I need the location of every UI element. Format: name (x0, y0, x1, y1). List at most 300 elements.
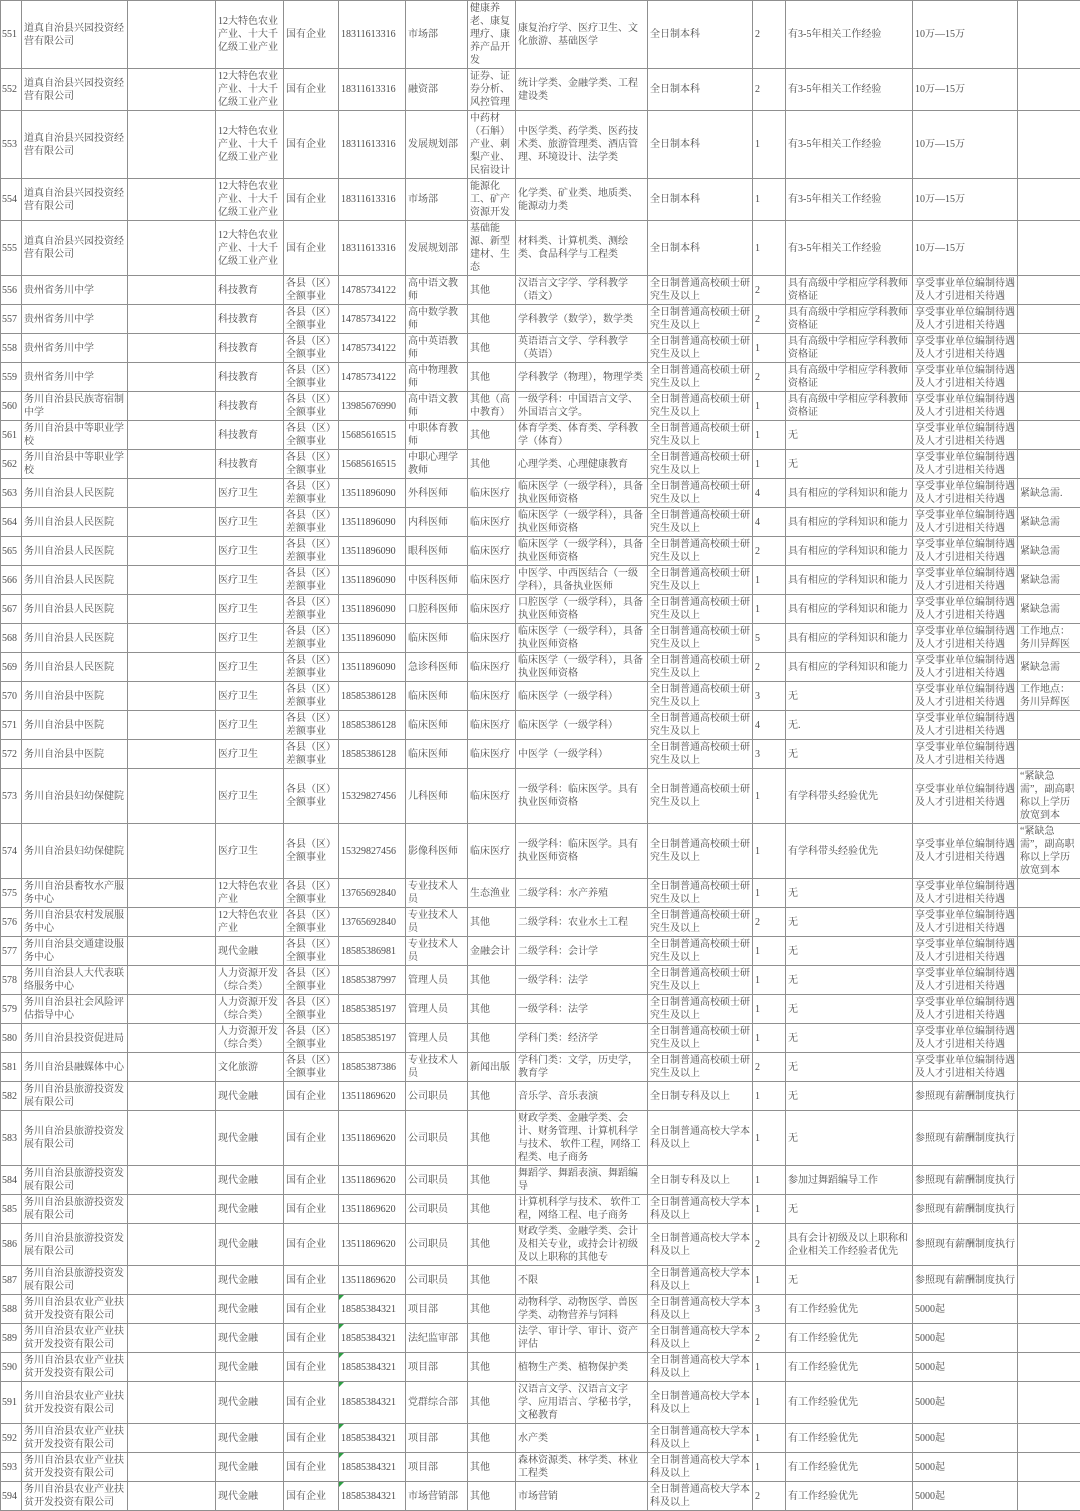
employer-name: 务川自治县民族寄宿制中学 (22, 392, 128, 421)
employer-type: 各县（区）差额事业 (284, 682, 339, 711)
industry-category: 现代金融 (216, 1166, 284, 1195)
employer-name: 务川自治县人民医院 (22, 479, 128, 508)
education-requirement: 全日制本科 (648, 1, 753, 69)
major-requirement: 财政学类、金融学类、会计及相关专业，或持会计初级及以上职称的其他专 (516, 1224, 648, 1266)
employer-name: 务川自治县妇幼保健院 (22, 824, 128, 879)
industry-category: 医疗卫生 (216, 566, 284, 595)
employer-name: 贵州省务川中学 (22, 363, 128, 392)
employer-type: 国有企业 (284, 1166, 339, 1195)
blank-cell (128, 479, 216, 508)
salary: 享受事业单位编制待遇及人才引进相关待遇 (913, 879, 1018, 908)
table-row (1, 624, 1080, 653)
industry-category: 科技教育 (216, 363, 284, 392)
employer-name: 务川自治县中等职业学校 (22, 421, 128, 450)
table-row (1, 740, 1080, 769)
position-name: 影像科医师 (406, 824, 468, 879)
headcount: 4 (753, 711, 786, 740)
education-requirement: 全日制专科及以上 (648, 1082, 753, 1111)
employer-type: 国有企业 (284, 1353, 339, 1382)
table-row (1, 276, 1080, 305)
row-number: 590 (1, 1353, 22, 1382)
position-category: 其他 (468, 1453, 516, 1482)
row-number: 566 (1, 566, 22, 595)
table-row (1, 824, 1080, 879)
position-category: 其他 (468, 334, 516, 363)
salary: 享受事业单位编制待遇及人才引进相关待遇 (913, 1053, 1018, 1082)
other-requirement: 无 (786, 966, 913, 995)
table-row (1, 69, 1080, 111)
blank-cell (128, 537, 216, 566)
education-requirement: 全日制普通高校硕士研究生及以上 (648, 824, 753, 879)
position-name: 市场营销部 (406, 1482, 468, 1511)
salary: 享受事业单位编制待遇及人才引进相关待遇 (913, 334, 1018, 363)
major-requirement: 学科教学（物理），物理学类 (516, 363, 648, 392)
major-requirement: 临床医学（一级学科），具备执业医师资格 (516, 653, 648, 682)
employer-name: 道真自治县兴园投资经营有限公司 (22, 1, 128, 69)
major-requirement: 学科门类：文学，历史学，教育学 (516, 1053, 648, 1082)
table-row (1, 111, 1080, 179)
education-requirement: 全日制普通高校硕士研究生及以上 (648, 450, 753, 479)
blank-cell (128, 334, 216, 363)
position-name: 临床医师 (406, 682, 468, 711)
industry-category: 现代金融 (216, 1082, 284, 1111)
major-requirement: 中医学（一级学科） (516, 740, 648, 769)
headcount: 1 (753, 566, 786, 595)
employer-name: 务川自治县人民医院 (22, 566, 128, 595)
blank-cell (128, 595, 216, 624)
remark (1018, 879, 1080, 908)
other-requirement: 无 (786, 740, 913, 769)
row-number: 555 (1, 221, 22, 276)
headcount: 1 (753, 1266, 786, 1295)
table-row (1, 221, 1080, 276)
position-name: 高中语文教师 (406, 276, 468, 305)
salary: 享受事业单位编制待遇及人才引进相关待遇 (913, 653, 1018, 682)
headcount: 2 (753, 305, 786, 334)
salary: 享受事业单位编制待遇及人才引进相关待遇 (913, 769, 1018, 824)
blank-cell (128, 769, 216, 824)
remark (1018, 276, 1080, 305)
contact-phone: 18585384321 (339, 1453, 406, 1482)
industry-category: 现代金融 (216, 1353, 284, 1382)
employer-type: 国有企业 (284, 1482, 339, 1511)
contact-phone: 15685616515 (339, 421, 406, 450)
blank-cell (128, 995, 216, 1024)
major-requirement: 舞蹈学、舞蹈表演、舞蹈编导 (516, 1166, 648, 1195)
position-category: 其他 (468, 1324, 516, 1353)
row-number: 568 (1, 624, 22, 653)
blank-cell (128, 363, 216, 392)
contact-phone: 18585384321 (339, 1424, 406, 1453)
education-requirement: 全日制普通高校硕士研究生及以上 (648, 1053, 753, 1082)
salary: 5000起 (913, 1353, 1018, 1382)
blank-cell (128, 69, 216, 111)
employer-name: 务川自治县农业产业扶贫开发投资有限公司 (22, 1424, 128, 1453)
employer-type: 国有企业 (284, 1195, 339, 1224)
salary: 享受事业单位编制待遇及人才引进相关待遇 (913, 711, 1018, 740)
salary: 参照现有薪酬制度执行 (913, 1224, 1018, 1266)
remark (1018, 421, 1080, 450)
position-name: 眼科医师 (406, 537, 468, 566)
salary: 享受事业单位编制待遇及人才引进相关待遇 (913, 363, 1018, 392)
education-requirement: 全日制本科 (648, 111, 753, 179)
salary: 5000起 (913, 1382, 1018, 1424)
table-row (1, 1082, 1080, 1111)
salary: 10万—15万 (913, 221, 1018, 276)
major-requirement: 汉语言文字学、学科教学（语文） (516, 276, 648, 305)
other-requirement: 无 (786, 421, 913, 450)
table-row (1, 363, 1080, 392)
headcount: 1 (753, 450, 786, 479)
position-name: 公司职员 (406, 1166, 468, 1195)
employer-type: 各县（区）差额事业 (284, 740, 339, 769)
row-number: 574 (1, 824, 22, 879)
other-requirement: 无 (786, 450, 913, 479)
major-requirement: 心理学类、心理健康教育 (516, 450, 648, 479)
remark (1018, 1266, 1080, 1295)
position-name: 外科医师 (406, 479, 468, 508)
other-requirement: 具有会计初级及以上职称和企业相关工作经验者优先 (786, 1224, 913, 1266)
headcount: 4 (753, 479, 786, 508)
position-category: 其他 (468, 1382, 516, 1424)
blank-cell (128, 824, 216, 879)
headcount: 1 (753, 824, 786, 879)
headcount: 2 (753, 653, 786, 682)
salary: 参照现有薪酬制度执行 (913, 1266, 1018, 1295)
remark (1018, 1195, 1080, 1224)
employer-name: 道真自治县兴园投资经营有限公司 (22, 221, 128, 276)
table-row (1, 1024, 1080, 1053)
major-requirement: 康复治疗学、医疗卫生、文化旅游、基础医学 (516, 1, 648, 69)
industry-category: 医疗卫生 (216, 595, 284, 624)
contact-phone: 14785734122 (339, 305, 406, 334)
other-requirement: 无 (786, 682, 913, 711)
position-name: 临床医师 (406, 624, 468, 653)
employer-type: 国有企业 (284, 1266, 339, 1295)
major-requirement: 一级学科：法学 (516, 966, 648, 995)
position-name: 高中语文教师 (406, 392, 468, 421)
other-requirement: 具有相应的学科知识和能力 (786, 537, 913, 566)
headcount: 2 (753, 276, 786, 305)
education-requirement: 全日制普通高校硕士研究生及以上 (648, 624, 753, 653)
headcount: 3 (753, 740, 786, 769)
contact-phone: 18585385197 (339, 1024, 406, 1053)
industry-category: 现代金融 (216, 1453, 284, 1482)
headcount: 2 (753, 908, 786, 937)
contact-phone: 18311613316 (339, 179, 406, 221)
other-requirement: 无 (786, 937, 913, 966)
contact-phone: 18585386128 (339, 682, 406, 711)
table-row (1, 1053, 1080, 1082)
table-row (1, 392, 1080, 421)
industry-category: 12大特色农业产业、十大千亿级工业产业 (216, 111, 284, 179)
blank-cell (128, 1111, 216, 1166)
position-name: 专业技术人员 (406, 1053, 468, 1082)
salary: 享受事业单位编制待遇及人才引进相关待遇 (913, 966, 1018, 995)
salary: 参照现有薪酬制度执行 (913, 1082, 1018, 1111)
table-row (1, 682, 1080, 711)
industry-category: 医疗卫生 (216, 537, 284, 566)
industry-category: 人力资源开发（综合类） (216, 966, 284, 995)
salary: 参照现有薪酬制度执行 (913, 1166, 1018, 1195)
headcount: 2 (753, 537, 786, 566)
row-number: 556 (1, 276, 22, 305)
table-row (1, 1424, 1080, 1453)
industry-category: 人力资源开发（综合类） (216, 1024, 284, 1053)
contact-phone: 15685616515 (339, 450, 406, 479)
position-category: 生态渔业 (468, 879, 516, 908)
remark (1018, 111, 1080, 179)
blank-cell (128, 421, 216, 450)
position-category: 其他 (468, 1082, 516, 1111)
table-row (1, 879, 1080, 908)
employer-type: 各县（区）全额事业 (284, 879, 339, 908)
remark (1018, 1166, 1080, 1195)
headcount: 2 (753, 1224, 786, 1266)
remark (1018, 1, 1080, 69)
headcount: 1 (753, 334, 786, 363)
education-requirement: 全日制普通高校大学本科及以上 (648, 1111, 753, 1166)
remark (1018, 711, 1080, 740)
position-category: 临床医疗 (468, 740, 516, 769)
headcount: 1 (753, 937, 786, 966)
education-requirement: 全日制普通高校硕士研究生及以上 (648, 334, 753, 363)
headcount: 2 (753, 69, 786, 111)
position-name: 高中物理教师 (406, 363, 468, 392)
other-requirement: 有工作经验优先 (786, 1453, 913, 1482)
position-category: 临床医疗 (468, 595, 516, 624)
position-category: 其他 (468, 421, 516, 450)
position-name: 项目部 (406, 1353, 468, 1382)
position-name: 市场部 (406, 1, 468, 69)
other-requirement: 具有相应的学科知识和能力 (786, 595, 913, 624)
employer-type: 各县（区）全额事业 (284, 363, 339, 392)
industry-category: 人力资源开发（综合类） (216, 995, 284, 1024)
row-number: 551 (1, 1, 22, 69)
industry-category: 现代金融 (216, 1224, 284, 1266)
headcount: 1 (753, 879, 786, 908)
position-name: 急诊科医师 (406, 653, 468, 682)
position-name: 中职心理学教师 (406, 450, 468, 479)
other-requirement: 无 (786, 1195, 913, 1224)
employer-name: 务川自治县社会风险评估指导中心 (22, 995, 128, 1024)
education-requirement: 全日制普通高校硕士研究生及以上 (648, 995, 753, 1024)
other-requirement: 具有高级中学相应学科教师资格证 (786, 392, 913, 421)
employer-name: 务川自治县农业产业扶贫开发投资有限公司 (22, 1482, 128, 1511)
row-number: 570 (1, 682, 22, 711)
industry-category: 医疗卫生 (216, 824, 284, 879)
position-name: 专业技术人员 (406, 879, 468, 908)
position-category: 其他 (468, 1482, 516, 1511)
education-requirement: 全日制普通高校硕士研究生及以上 (648, 740, 753, 769)
salary: 享受事业单位编制待遇及人才引进相关待遇 (913, 508, 1018, 537)
salary: 享受事业单位编制待遇及人才引进相关待遇 (913, 595, 1018, 624)
education-requirement: 全日制普通高校硕士研究生及以上 (648, 595, 753, 624)
major-requirement: 不限 (516, 1266, 648, 1295)
employer-type: 各县（区）差额事业 (284, 711, 339, 740)
position-name: 公司职员 (406, 1082, 468, 1111)
other-requirement: 无 (786, 908, 913, 937)
major-requirement: 二级学科：会计学 (516, 937, 648, 966)
position-name: 管理人员 (406, 966, 468, 995)
employer-type: 各县（区）差额事业 (284, 537, 339, 566)
row-number: 594 (1, 1482, 22, 1511)
blank-cell (128, 276, 216, 305)
education-requirement: 全日制普通高校大学本科及以上 (648, 1224, 753, 1266)
position-category: 其他 (468, 908, 516, 937)
position-name: 公司职员 (406, 1224, 468, 1266)
position-category: 其他 (468, 966, 516, 995)
position-name: 融资部 (406, 69, 468, 111)
employer-name: 务川自治县投资促进局 (22, 1024, 128, 1053)
blank-cell (128, 1453, 216, 1482)
employer-name: 贵州省务川中学 (22, 276, 128, 305)
contact-phone: 18585387997 (339, 966, 406, 995)
education-requirement: 全日制普通高校大学本科及以上 (648, 1324, 753, 1353)
education-requirement: 全日制普通高校硕士研究生及以上 (648, 276, 753, 305)
major-requirement: 临床医学（一级学科），具备执业医师资格 (516, 537, 648, 566)
salary: 10万—15万 (913, 111, 1018, 179)
education-requirement: 全日制普通高校硕士研究生及以上 (648, 363, 753, 392)
headcount: 4 (753, 508, 786, 537)
row-number: 585 (1, 1195, 22, 1224)
other-requirement: 有3-5年相关工作经验 (786, 69, 913, 111)
position-name: 临床医师 (406, 711, 468, 740)
remark (1018, 1424, 1080, 1453)
row-number: 577 (1, 937, 22, 966)
major-requirement: 一级学科：中国语言文学、外国语言文学。 (516, 392, 648, 421)
position-name: 市场部 (406, 179, 468, 221)
headcount: 2 (753, 1, 786, 69)
blank-cell (128, 392, 216, 421)
remark: 紧缺急需 (1018, 537, 1080, 566)
remark (1018, 1082, 1080, 1111)
remark (1018, 334, 1080, 363)
contact-phone: 13511896090 (339, 595, 406, 624)
headcount: 1 (753, 995, 786, 1024)
other-requirement: 有3-5年相关工作经验 (786, 1, 913, 69)
blank-cell (128, 1324, 216, 1353)
contact-phone: 18585384321 (339, 1353, 406, 1382)
employer-name: 道真自治县兴园投资经营有限公司 (22, 179, 128, 221)
blank-cell (128, 1424, 216, 1453)
education-requirement: 全日制普通高校硕士研究生及以上 (648, 682, 753, 711)
headcount: 1 (753, 1111, 786, 1166)
table-row (1, 595, 1080, 624)
education-requirement: 全日制普通高校大学本科及以上 (648, 1266, 753, 1295)
salary: 享受事业单位编制待遇及人才引进相关待遇 (913, 995, 1018, 1024)
position-name: 法纪监审部 (406, 1324, 468, 1353)
employer-type: 国有企业 (284, 179, 339, 221)
contact-phone: 13511896090 (339, 537, 406, 566)
employer-type: 各县（区）全额事业 (284, 276, 339, 305)
employer-type: 各县（区）全额事业 (284, 305, 339, 334)
blank-cell (128, 111, 216, 179)
position-name: 公司职员 (406, 1195, 468, 1224)
employer-type: 各县（区）全额事业 (284, 995, 339, 1024)
education-requirement: 全日制普通高校大学本科及以上 (648, 1353, 753, 1382)
education-requirement: 全日制本科 (648, 221, 753, 276)
table-row (1, 995, 1080, 1024)
other-requirement: 有工作经验优先 (786, 1324, 913, 1353)
position-category: 临床医疗 (468, 537, 516, 566)
position-name: 内科医师 (406, 508, 468, 537)
salary: 享受事业单位编制待遇及人才引进相关待遇 (913, 537, 1018, 566)
remark (1018, 69, 1080, 111)
employer-type: 国有企业 (284, 1295, 339, 1324)
contact-phone: 13511896090 (339, 508, 406, 537)
blank-cell (128, 1482, 216, 1511)
contact-phone: 18585386128 (339, 740, 406, 769)
table-row (1, 1266, 1080, 1295)
employer-name: 务川自治县旅游投资发展有限公司 (22, 1195, 128, 1224)
employer-type: 各县（区）差额事业 (284, 566, 339, 595)
major-requirement: 口腔医学（一级学科），具备执业医师资格 (516, 595, 648, 624)
remark: 工作地点：务川异辉医 (1018, 682, 1080, 711)
blank-cell (128, 1382, 216, 1424)
headcount: 1 (753, 1424, 786, 1453)
blank-cell (128, 179, 216, 221)
industry-category: 现代金融 (216, 1111, 284, 1166)
other-requirement: 具有高级中学相应学科教师资格证 (786, 276, 913, 305)
contact-phone: 13511896090 (339, 566, 406, 595)
salary: 参照现有薪酬制度执行 (913, 1111, 1018, 1166)
employer-name: 务川自治县农业产业扶贫开发投资有限公司 (22, 1295, 128, 1324)
contact-phone: 13511869620 (339, 1266, 406, 1295)
blank-cell (128, 1195, 216, 1224)
table-row (1, 1166, 1080, 1195)
position-category: 中药材（石斛）产业、刺梨产业、民宿设计 (468, 111, 516, 179)
table-row (1, 479, 1080, 508)
employer-name: 贵州省务川中学 (22, 305, 128, 334)
other-requirement: 无 (786, 1053, 913, 1082)
employer-name: 务川自治县中医院 (22, 682, 128, 711)
contact-phone: 14785734122 (339, 276, 406, 305)
remark (1018, 1224, 1080, 1266)
employer-type: 各县（区）全额事业 (284, 334, 339, 363)
table-row (1, 653, 1080, 682)
blank-cell (128, 711, 216, 740)
employer-type: 各县（区）差额事业 (284, 595, 339, 624)
education-requirement: 全日制普通高校硕士研究生及以上 (648, 937, 753, 966)
remark (1018, 392, 1080, 421)
major-requirement: 二级学科：农业水土工程 (516, 908, 648, 937)
contact-phone: 18585386981 (339, 937, 406, 966)
salary: 10万—15万 (913, 1, 1018, 69)
job-table-body (1, 1, 1080, 1511)
education-requirement: 全日制普通高校硕士研究生及以上 (648, 966, 753, 995)
other-requirement: 具有相应的学科知识和能力 (786, 653, 913, 682)
table-row (1, 179, 1080, 221)
contact-phone: 18585387386 (339, 1053, 406, 1082)
major-requirement: 化学类、矿业类、地质类、能源动力类 (516, 179, 648, 221)
blank-cell (128, 508, 216, 537)
position-category: 其他 (468, 276, 516, 305)
employer-name: 务川自治县融媒体中心 (22, 1053, 128, 1082)
major-requirement: 临床医学（一级学科），具备执业医师资格 (516, 508, 648, 537)
employer-type: 国有企业 (284, 1224, 339, 1266)
employer-name: 务川自治县交通建设服务中心 (22, 937, 128, 966)
position-category: 其他 (468, 1024, 516, 1053)
blank-cell (128, 305, 216, 334)
remark (1018, 179, 1080, 221)
row-number: 581 (1, 1053, 22, 1082)
position-category: 其他 (468, 995, 516, 1024)
table-row (1, 908, 1080, 937)
contact-phone: 13765692840 (339, 879, 406, 908)
other-requirement: 具有高级中学相应学科教师资格证 (786, 305, 913, 334)
blank-cell (128, 1053, 216, 1082)
